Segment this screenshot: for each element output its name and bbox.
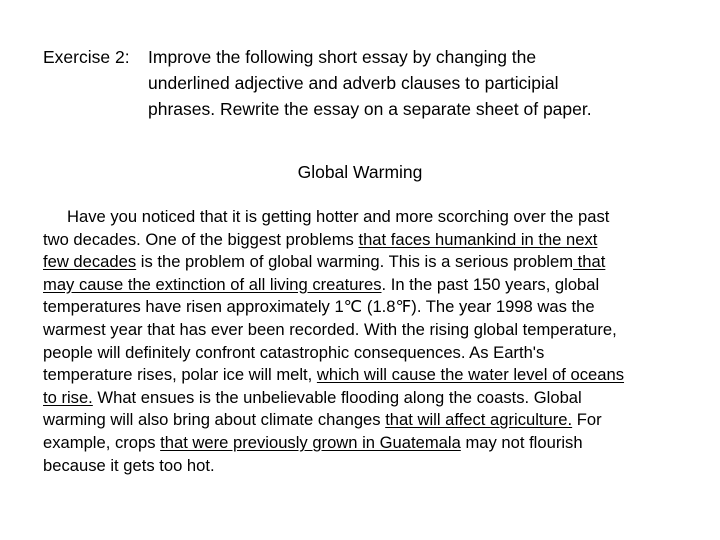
essay-text: For [572,410,602,430]
essay-text: is the problem of global warming. This is a serious problem [136,252,574,272]
essay-line [43,432,693,455]
underlined-clause: that faces humankind in the next [358,229,598,249]
essay-text: . In the past 150 years, global [381,274,600,294]
essay-text: may not flourish [460,432,583,452]
exercise-instructions [43,44,703,122]
essay-text: temperatures have risen approximately 1℃ (1.8℉). The year 1998 was the [43,297,595,317]
essay-text: because it gets too hot. [43,455,215,475]
underlined-clause: which will cause the water level of oceans [316,365,625,385]
essay-title: Global Warming [297,162,423,182]
instructions-text [148,44,688,122]
instruction-line: phrases. Rewrite the essay on a separate sheet of paper. [148,99,592,119]
essay-line [43,251,693,274]
underlined-clause: that were previously grown in Guatemala [160,432,461,452]
essay-text: Have you noticed that it is getting hotter and more scorching over the past [67,207,610,226]
essay-line [43,229,693,252]
essay-line [43,342,693,365]
essay-line [43,296,693,319]
instruction-line: underlined adjective and adverb clauses to participial [148,73,559,93]
essay-text: example, crops [43,432,161,452]
essay-line [43,455,693,478]
underlined-clause: may cause the extinction of all living creatures [43,274,382,294]
essay-line [43,206,693,229]
underlined-clause: that will affect agriculture. [385,410,573,430]
underlined-clause: that [573,252,606,272]
essay-line [43,387,693,410]
essay-line [43,364,693,387]
exercise-label: Exercise 2: [43,47,130,67]
essay-line [43,274,693,297]
essay-text: warmest year that has ever been recorded. With the rising global temperature, [43,319,617,339]
essay-text: temperature rises, polar ice will melt, [43,365,317,385]
essay-body [43,206,693,477]
underlined-clause: to rise. [43,387,93,407]
essay-text: warming will also bring about climate changes [43,410,386,430]
essay-text: two decades. One of the biggest problems [43,229,359,249]
essay-line [43,319,693,342]
essay-text: people will definitely confront catastrophic consequences. As Earth's [43,342,545,362]
instruction-line: Improve the following short essay by changing the [148,47,537,67]
essay-line [43,409,693,432]
underlined-clause: few decades [43,252,137,272]
essay-text: What ensues is the unbelievable flooding along the coasts. Global [92,387,582,407]
